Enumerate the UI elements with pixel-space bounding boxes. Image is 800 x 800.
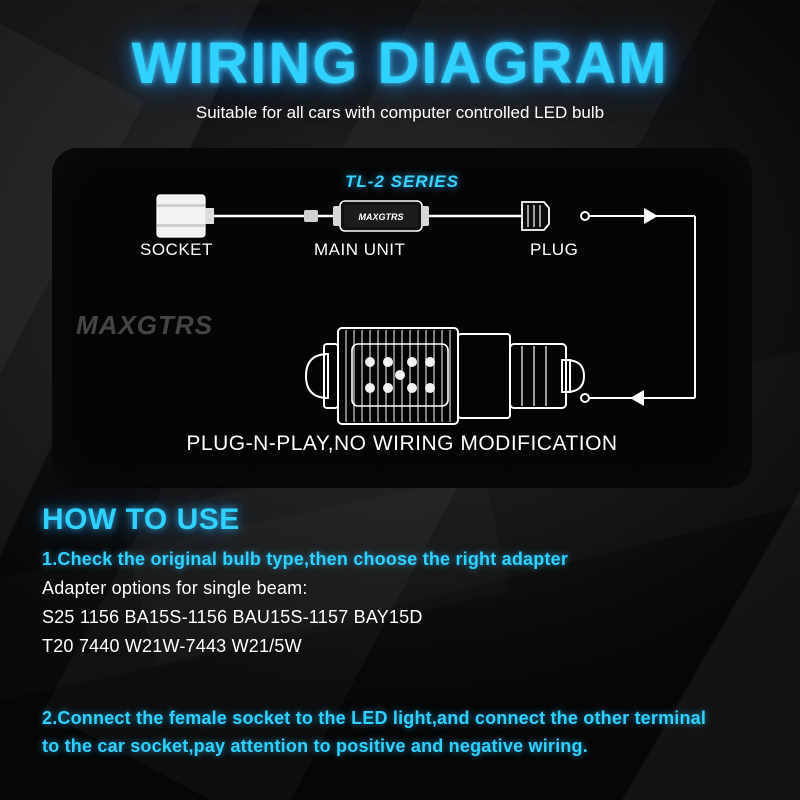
adapter-options-line-2: T20 7440 W21W-7443 W21/5W	[42, 636, 302, 656]
svg-text:MAXGTRS: MAXGTRS	[358, 212, 404, 222]
plug-n-play-note: PLUG-N-PLAY,NO WIRING MODIFICATION	[186, 432, 618, 455]
instruction-step-2-line-2: to the car socket,pay attention to positive and negative wiring.	[42, 736, 588, 756]
adapter-options-line-1: S25 1156 BA15S-1156 BAU15S-1157 BAY15D	[42, 607, 423, 627]
caption-socket: SOCKET	[140, 240, 213, 259]
plug-connector-icon	[522, 202, 549, 230]
how-to-use-heading: HOW TO USE	[42, 503, 240, 536]
caption-main-unit: MAIN UNIT	[314, 240, 406, 259]
page-title: WIRING DIAGRAM	[131, 31, 669, 96]
series-label: TL-2 SERIES	[345, 172, 459, 191]
main-unit-icon	[333, 201, 429, 231]
caption-plug: PLUG	[530, 240, 579, 259]
instruction-step-2-line-1: 2.Connect the female socket to the LED light,and connect the other terminal	[42, 708, 707, 728]
watermark-text: MAXGTRS	[76, 310, 213, 340]
instruction-step-1: 1.Check the original bulb type,then choose the right adapter	[42, 549, 569, 569]
wiring-diagram-panel	[52, 148, 752, 488]
led-bulb-illustration	[306, 328, 584, 424]
socket-connector-icon	[157, 195, 214, 237]
page-subtitle: Suitable for all cars with computer controlled LED bulb	[195, 103, 605, 122]
adapter-options-label: Adapter options for single beam:	[42, 578, 308, 598]
